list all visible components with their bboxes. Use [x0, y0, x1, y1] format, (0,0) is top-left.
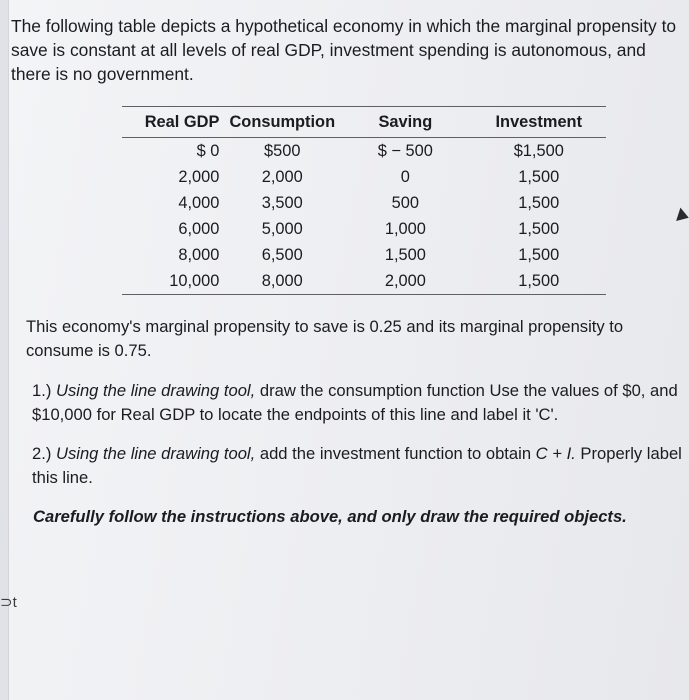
- cell-investment: 1,500: [518, 220, 560, 238]
- cell-consumption: 8,000: [225, 268, 339, 295]
- step-1-number: 1.): [32, 381, 56, 400]
- cell-consumption: 3,500: [261, 194, 303, 212]
- cell-saving: 1,000: [384, 220, 426, 238]
- instruction-step-1: [32, 379, 682, 427]
- cell-real-gdp: 10,000: [122, 268, 225, 295]
- cell-consumption: 6,500: [261, 246, 303, 264]
- table-header-row: [122, 107, 606, 138]
- cell-real-gdp: 8,000: [178, 246, 220, 264]
- cell-consumption: 2,000: [261, 168, 303, 186]
- header-real-gdp: Real GDP: [122, 107, 225, 138]
- instruction-caution: Carefully follow the instructions above, and only draw the required objects.: [33, 507, 627, 526]
- header-consumption: Consumption: [225, 107, 339, 138]
- cell-investment: 1,500: [518, 194, 560, 212]
- step-2-tool-phrase: Using the line drawing tool,: [55, 444, 256, 463]
- cell-saving: 0: [400, 168, 410, 186]
- table-row: [122, 268, 606, 295]
- cell-real-gdp: 2,000: [178, 168, 220, 186]
- table-row: [122, 164, 606, 190]
- instruction-step-2: [32, 442, 682, 490]
- intro-paragraph: The following table depicts a hypothetical economy in which the marginal propensity to save is constant at all levels of real GDP, investment spending is autonomous, and there is no government.: [11, 16, 677, 84]
- table-row: [122, 138, 606, 165]
- cell-saving: 1,500: [384, 246, 426, 264]
- step-1-text: draw the consumption function Use the values of $0, and $10,000 for Real GDP to locate the endpoints of this line and label it 'C'.: [32, 381, 678, 424]
- cell-investment: 1,500: [518, 246, 560, 264]
- cell-consumption: $500: [264, 142, 301, 160]
- cell-investment: 1,500: [518, 168, 560, 186]
- mps-mpc-note: This economy's marginal propensity to save is 0.25 and its marginal propensity to consume is 0.75.: [26, 317, 624, 360]
- step-2-text: add the investment function to obtain: [255, 444, 536, 463]
- cell-saving: 2,000: [339, 268, 471, 295]
- table-row: [122, 216, 606, 242]
- header-investment: Investment: [472, 107, 606, 138]
- table-row: [122, 242, 606, 268]
- step-2-formula: C + I.: [535, 444, 576, 463]
- step-2-text-end: Properly label this line.: [32, 444, 682, 487]
- step-2-number: 2.): [32, 444, 56, 463]
- economy-table: [122, 106, 606, 295]
- table-row: [122, 190, 606, 216]
- cell-saving: 500: [391, 194, 420, 212]
- cell-investment: 1,500: [472, 268, 606, 295]
- cell-investment: $1,500: [513, 142, 564, 160]
- cell-consumption: 5,000: [261, 220, 303, 238]
- step-1-tool-phrase: Using the line drawing tool,: [55, 381, 256, 400]
- cell-real-gdp: 4,000: [178, 194, 220, 212]
- cell-real-gdp: 6,000: [178, 220, 220, 238]
- edge-text-fragment: ⊃t: [0, 594, 17, 611]
- cell-real-gdp: $ 0: [196, 142, 220, 160]
- header-saving: Saving: [339, 107, 471, 138]
- cell-saving: $ − 500: [377, 142, 433, 160]
